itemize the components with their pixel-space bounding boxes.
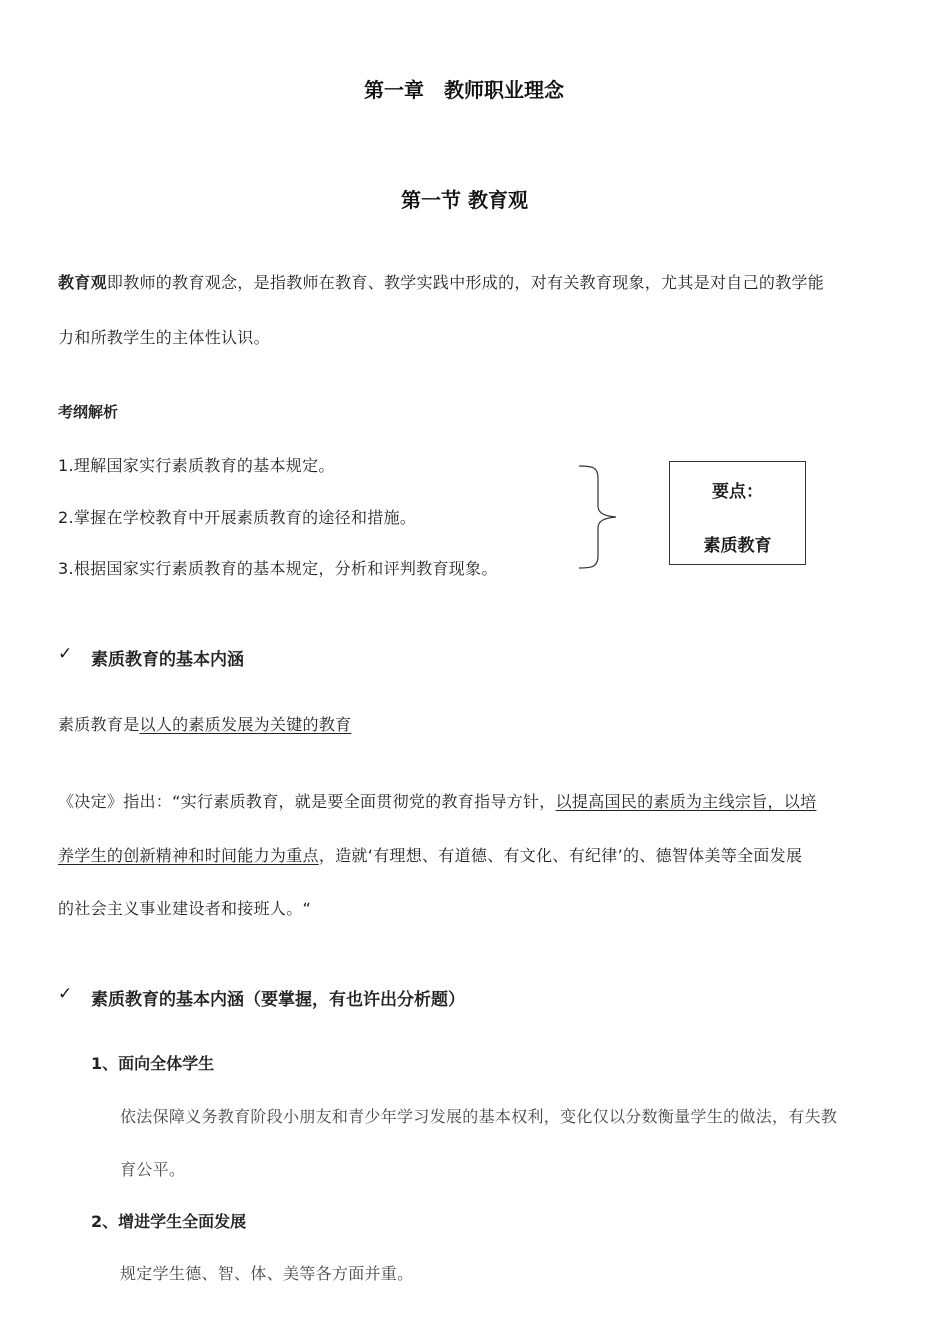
definition-text: 即教师的教育观念，是指教师在教育、教学实践中形成的，对有关教育现象，尤其是对自己的教学能 bbox=[106, 273, 825, 292]
quote-line-3: 的社会主义事业建设者和接班人。“ bbox=[58, 899, 312, 918]
syllabus-heading: 考纲解析 bbox=[58, 403, 119, 421]
definition-line-2: 力和所教学生的主体性认识。 bbox=[58, 328, 270, 347]
definition-prefix: 素质教育是 bbox=[58, 715, 140, 734]
point-1-text-line-2: 育公平。 bbox=[120, 1160, 186, 1179]
point-2-text-line-1: 规定学生德、智、体、美等各方面并重。 bbox=[120, 1264, 414, 1283]
right-brace-icon bbox=[578, 464, 620, 570]
check-icon: ✓ bbox=[58, 984, 73, 1004]
quote-text: ，造就‘有理想、有道德、有文化、有纪律’的、德智体美等全面发展 bbox=[318, 846, 803, 865]
quote-line-1 bbox=[58, 789, 816, 812]
syllabus-item-3: 3.根据国家实行素质教育的基本规定，分析和评判教育现象。 bbox=[58, 559, 498, 578]
quality-education-definition bbox=[58, 712, 351, 735]
section2-heading: 素质教育的基本内涵（要掌握，有也许出分析题） bbox=[91, 990, 465, 1010]
syllabus-item-1: 1.理解国家实行素质教育的基本规定。 bbox=[58, 456, 335, 475]
quote-underlined: 以提高国民的素质为主线宗旨，以培 bbox=[555, 792, 817, 811]
section1-heading: 素质教育的基本内涵 bbox=[91, 650, 244, 670]
key-point-box bbox=[669, 461, 806, 565]
point-1-title: 1、面向全体学生 bbox=[91, 1054, 215, 1073]
key-point-label: 要点： bbox=[712, 482, 763, 502]
definition-line-1 bbox=[58, 270, 824, 293]
point-1-text-line-1: 依法保障义务教育阶段小朋友和青少年学习发展的基本权利，变化仅以分数衡量学生的做法，有失教 bbox=[120, 1107, 838, 1126]
definition-term: 教育观 bbox=[58, 273, 107, 292]
quote-line-2 bbox=[58, 843, 802, 866]
definition-underlined: 以人的素质发展为关键的教育 bbox=[139, 715, 352, 734]
check-icon: ✓ bbox=[58, 644, 73, 664]
key-point-value: 素质教育 bbox=[703, 536, 772, 556]
chapter-title: 第一章 教师职业理念 bbox=[364, 78, 564, 102]
point-2-title: 2、增进学生全面发展 bbox=[91, 1212, 247, 1231]
syllabus-item-2: 2.掌握在学校教育中开展素质教育的途径和措施。 bbox=[58, 508, 417, 527]
quote-underlined: 养学生的创新精神和时间能力为重点 bbox=[58, 846, 319, 865]
quote-text: 《决定》指出：“实行素质教育，就是要全面贯彻党的教育指导方针， bbox=[58, 792, 556, 811]
section-title: 第一节 教育观 bbox=[401, 188, 528, 212]
